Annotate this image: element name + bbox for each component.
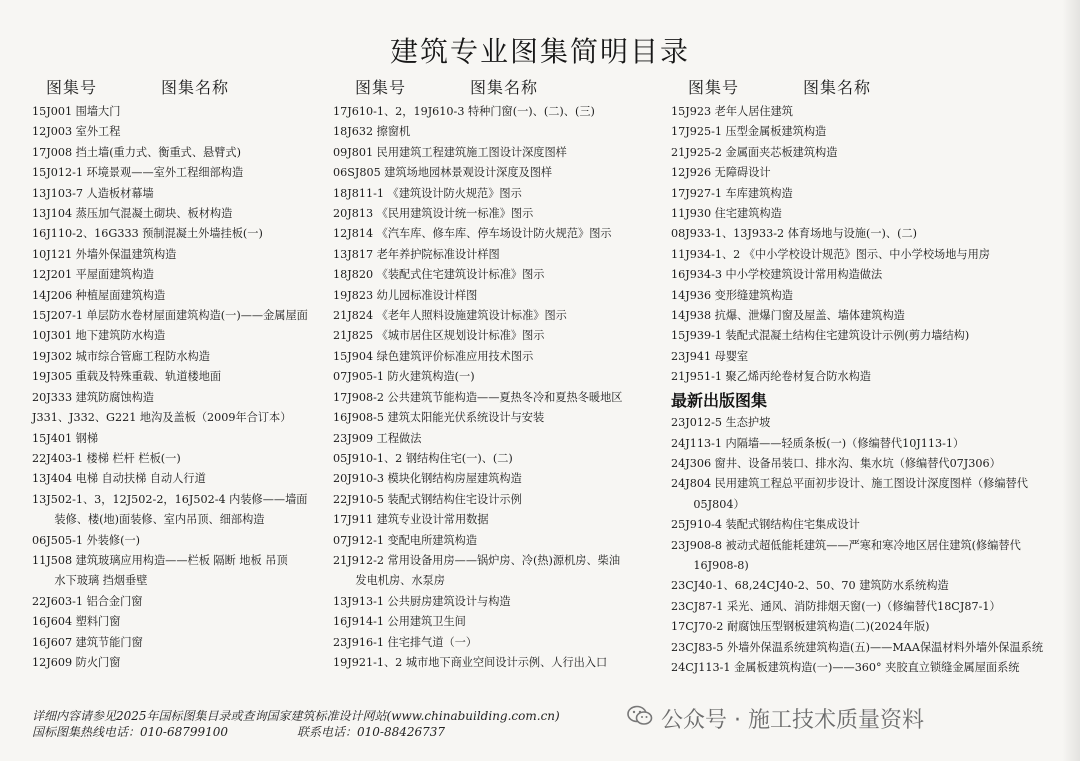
catalog-entry: 12J003 室外工程 [32, 125, 121, 139]
catalog-entry: 20J333 建筑防腐蚀构造 [32, 390, 154, 404]
catalog-entry: 15J207-1 单层防水卷材屋面建筑构造(一)——金属屋面 [32, 309, 308, 323]
catalog-entry: 17J610-1、2，19J610-3 特种门窗(一)、(二)、(三) [333, 105, 595, 118]
catalog-entry: 21J825 《城市居住区规划设计标准》图示 [333, 329, 545, 343]
footer-hotline: 国标图集热线电话：010-68799100 [32, 725, 229, 739]
footer-note: 详细内容请参见2025年国标图集目录或查询国家建筑标准设计网站(www.chinabuilding.com.cn) [32, 709, 560, 723]
catalog-entry: 发电机房、水泵房 [333, 574, 445, 588]
catalog-entry: 23J908-8 被动式超低能耗建筑——严寒和寒冷地区居住建筑(修编替代 [671, 538, 1021, 552]
catalog-entry: 12J926 无障碍设计 [671, 166, 771, 180]
catalog-entry: 24J804 民用建筑工程总平面初步设计、施工图设计深度图样（修编替代 [671, 477, 1028, 491]
catalog-entry: 24J306 窗井、设备吊装口、排水沟、集水坑（修编替代07J306） [671, 456, 1001, 470]
catalog-entry: 23J012-5 生态护坡 [671, 416, 771, 430]
catalog-entry: 19J302 城市综合管廊工程防水构造 [32, 349, 210, 363]
catalog-entry: 15J923 老年人居住建筑 [671, 105, 793, 118]
footer [32, 708, 560, 740]
catalog-entry: 15J904 绿色建筑评价标准应用技术图示 [333, 349, 534, 363]
catalog-entry: 13J502-1、3，12J502-2，16J502-4 内装修——墙面 [32, 492, 308, 506]
catalog-entry: 07J912-1 变配电所建筑构造 [333, 533, 478, 547]
catalog-entry: 21J912-2 常用设备用房——锅炉房、冷(热)源机房、柴油 [333, 553, 621, 567]
catalog-entry: 19J823 幼儿园标准设计样图 [333, 288, 478, 302]
catalog-entry: 水下玻璃 挡烟垂壁 [32, 574, 148, 588]
header-code: 图集号 [688, 78, 740, 97]
catalog-entry: 07J905-1 防火建筑构造(一) [333, 370, 475, 384]
catalog-entry: 22J603-1 铝合金门窗 [32, 594, 143, 608]
catalog-entry: 19J921-1、2 城市地下商业空间设计示例、人行出入口 [333, 655, 608, 669]
watermark-text: 公众号 · 施工技术质量资料 [661, 708, 924, 733]
catalog-entry: 22J910-5 装配式钢结构住宅设计示例 [333, 492, 522, 506]
catalog-entry: 13J104 蒸压加气混凝土砌块、板材构造 [32, 207, 233, 221]
catalog-entry: 13J913-1 公共厨房建筑设计与构造 [333, 594, 511, 608]
catalog-entry: 25J910-4 装配式钢结构住宅集成设计 [671, 518, 860, 532]
header-code: 图集号 [355, 78, 407, 97]
catalog-entry: 10J121 外墙外保温建筑构造 [32, 247, 177, 261]
catalog-entry: 12J814 《汽车库、修车库、停车场设计防火规范》图示 [333, 227, 612, 241]
catalog-entry: 21J925-2 金属面夹芯板建筑构造 [671, 145, 838, 159]
catalog-entry: 23J941 母婴室 [671, 349, 749, 363]
catalog-entry: 20J910-3 模块化钢结构房屋建筑构造 [333, 472, 522, 486]
new-publications-list [671, 413, 1066, 678]
catalog-entry: 06SJ805 建筑场地园林景观设计深度及图样 [333, 166, 553, 180]
catalog-entry: 15J012-1 环境景观——室外工程细部构造 [32, 166, 244, 180]
header-name: 图集名称 [161, 78, 230, 97]
catalog-entry: 18J820 《装配式住宅建筑设计标准》图示 [333, 268, 545, 282]
column-header-1 [46, 75, 229, 98]
new-publications-title: 最新出版图集 [671, 390, 768, 410]
header-name: 图集名称 [803, 78, 872, 97]
catalog-entry: 16J908-8) [671, 558, 749, 572]
page-title: 建筑专业图集简明目录 [389, 35, 690, 68]
catalog-entry: 19J305 重载及特殊重载、轨道楼地面 [32, 370, 222, 384]
catalog-entry: 14J938 抗爆、泄爆门窗及屋盖、墙体建筑构造 [671, 309, 905, 323]
catalog-entry: 12J609 防火门窗 [32, 655, 121, 669]
column-header-2 [355, 75, 538, 98]
header-name: 图集名称 [470, 78, 539, 97]
catalog-entry: 11J508 建筑玻璃应用构造——栏板 隔断 地板 吊顶 [32, 553, 288, 567]
catalog-entry: 13J404 电梯 自动扶梯 自动人行道 [32, 472, 206, 486]
catalog-entry: 05J910-1、2 钢结构住宅(一)、(二) [333, 451, 513, 465]
column-header-3 [688, 75, 871, 98]
catalog-column-1 [32, 102, 332, 673]
catalog-entry: 18J811-1 《建筑设计防火规范》图示 [333, 186, 522, 200]
catalog-entry: 14J206 种植屋面建筑构造 [32, 288, 166, 302]
catalog-list [671, 102, 1066, 388]
catalog-entry: 24CJ113-1 金属板建筑构造(一)——360° 夹胶直立锁缝金属屋面系统 [671, 660, 1020, 674]
catalog-entry: 08J933-1、13J933-2 体育场地与设施(一)、(二) [671, 227, 918, 241]
catalog-entry: 16J607 建筑节能门窗 [32, 635, 143, 649]
catalog-entry: 24J113-1 内隔墙——轻质条板(一)（修编替代10J113-1） [671, 436, 965, 450]
catalog-entry: 15J401 钢梯 [32, 431, 99, 445]
catalog-column-2 [333, 102, 663, 673]
page-shadow [1062, 0, 1080, 761]
catalog-entry: 23CJ83-5 外墙外保温系统建筑构造(五)——MAA保温材料外墙外保温系统 [671, 640, 1044, 654]
wechat-icon [627, 705, 653, 733]
catalog-entry: 16J604 塑料门窗 [32, 615, 121, 629]
catalog-entry: 05J804） [671, 497, 745, 511]
catalog-entry: 23CJ87-1 采光、通风、消防排烟天窗(一)（修编替代18CJ87-1） [671, 599, 1001, 613]
catalog-entry: 17J911 建筑专业设计常用数据 [333, 513, 489, 527]
footer-contact: 联系电话：010-88426737 [297, 725, 446, 739]
catalog-entry: 装修、楼(地)面装修、室内吊顶、细部构造 [32, 513, 265, 527]
catalog-entry: 21J824 《老年人照料设施建筑设计标准》图示 [333, 309, 567, 323]
catalog-entry: 11J930 住宅建筑构造 [671, 207, 782, 221]
catalog-entry: 18J632 擦窗机 [333, 125, 411, 139]
catalog-entry: 23CJ40-1、68,24CJ40-2、50、70 建筑防水系统构造 [671, 579, 949, 593]
catalog-entry: 13J817 老年养护院标准设计样图 [333, 247, 500, 261]
catalog-entry: 22J403-1 楼梯 栏杆 栏板(一) [32, 451, 181, 465]
catalog-entry: 23J916-1 住宅排气道（一） [333, 635, 478, 649]
catalog-entry: 13J103-7 人造板材幕墙 [32, 186, 154, 200]
catalog-column-3 [671, 102, 1066, 678]
catalog-entry: 16J934-3 中小学校建筑设计常用构造做法 [671, 268, 883, 282]
catalog-entry: 17CJ70-2 耐腐蚀压型钢板建筑构造(二)(2024年版) [671, 620, 930, 634]
catalog-entry: 12J201 平屋面建筑构造 [32, 268, 154, 282]
catalog-entry: 16J914-1 公用建筑卫生间 [333, 615, 466, 629]
catalog-entry: 17J908-2 公共建筑节能构造——夏热冬冷和夏热冬暖地区 [333, 390, 623, 404]
catalog-entry: 14J936 变形缝建筑构造 [671, 288, 793, 302]
watermark [627, 703, 924, 734]
catalog-entry: 06J505-1 外装修(一) [32, 533, 141, 547]
catalog-entry: 10J301 地下建筑防水构造 [32, 329, 166, 343]
catalog-entry: 17J925-1 压型金属板建筑构造 [671, 125, 827, 139]
catalog-entry: J331、J332、G221 地沟及盖板（2009年合订本） [32, 411, 292, 425]
catalog-entry: 21J951-1 聚乙烯丙纶卷材复合防水构造 [671, 370, 871, 384]
catalog-entry: 16J908-5 建筑太阳能光伏系统设计与安装 [333, 411, 545, 425]
catalog-entry: 11J934-1、2 《中小学校设计规范》图示、中小学校场地与用房 [671, 247, 990, 261]
catalog-entry: 23J909 工程做法 [333, 431, 422, 445]
catalog-entry: 17J927-1 车库建筑构造 [671, 186, 793, 200]
catalog-entry: 09J801 民用建筑工程建筑施工图设计深度图样 [333, 145, 567, 159]
header-code: 图集号 [46, 78, 98, 97]
catalog-entry: 16J110-2、16G333 预制混凝土外墙挂板(一) [32, 227, 263, 241]
catalog-entry: 20J813 《民用建筑设计统一标准》图示 [333, 207, 534, 221]
catalog-entry: 15J001 围墙大门 [32, 105, 121, 118]
catalog-entry: 17J008 挡土墙(重力式、衡重式、悬臂式) [32, 145, 241, 159]
catalog-entry: 15J939-1 装配式混凝土结构住宅建筑设计示例(剪力墙结构) [671, 329, 970, 343]
